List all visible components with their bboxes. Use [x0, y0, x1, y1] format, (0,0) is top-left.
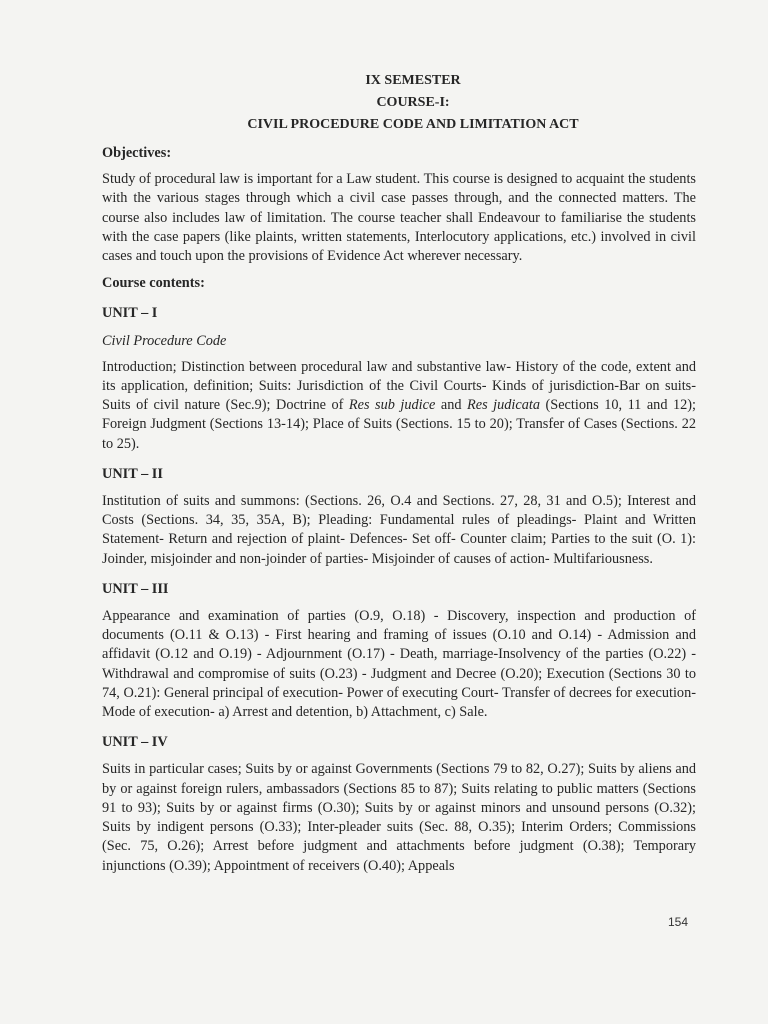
unit-3-title: UNIT – III [102, 580, 169, 597]
unit-1-text-b: and [435, 397, 467, 414]
term-res-sub-judice: Res sub judice [348, 397, 436, 414]
course-contents-label: Course contents: [102, 275, 205, 292]
term-res-judicata: Res judicata [467, 397, 540, 414]
course-heading: COURSE-I: [376, 95, 450, 110]
unit-2-text: Institution of suits and summons: (Sections. 26, O.4 and Sections. 27, 28, 31 and O.5); Interest and Costs (Sections. 34, 35, 35A, B); Pleading: Fundamental rules of pleadings- Plaint and Written Statement- Return and rejection of plaint- Defences- Set off- Counter claim; Parties to the suit (O. 1): Joinder, misjoinder and non-joinder of parties- Misjoinder of causes of action- Multifariousness. [102, 493, 696, 567]
unit-1-text [102, 358, 696, 454]
unit-1-text-c: (Sections 10, 11 and 12); Foreign Judgment (Sections 13-14); Place of Suits (Sections. 15 to 20); Transfer of Cases (Sections. 22 to 25). [102, 397, 696, 452]
unit-1-subtitle: Civil Procedure Code [102, 332, 227, 349]
semester-heading: IX SEMESTER [365, 73, 461, 88]
unit-4-title: UNIT – IV [102, 734, 168, 751]
unit-4-text: Suits in particular cases; Suits by or against Governments (Sections 79 to 82, O.27); Suits by aliens and by or against foreign rulers, ambassadors (Sections 85 to 87); Suits relating to public matters (Sections 91 to 93); Suits by or against firms (O.30); Suits by or against minors and unsound persons (O.32); Suits by indigent persons (O.33); Inter-pleader suits (Sec. 88, O.35); Interim Orders; Commissions (Sec. 75, O.26); Arrest before judgment and attachments before judgment (O.38); Temporary injunctions (O.39); Appointment of receivers (O.40); Appeals [102, 761, 696, 874]
course-title: CIVIL PROCEDURE CODE AND LIMITATION ACT [247, 117, 579, 132]
unit-2-title: UNIT – II [102, 465, 163, 482]
objectives-label: Objectives: [102, 145, 172, 161]
document-header [130, 70, 696, 136]
unit-1-title: UNIT – I [102, 305, 158, 322]
unit-3-text: Appearance and examination of parties (O.9, O.18) - Discovery, inspection and production of documents (O.11 & O.13) - First hearing and framing of issues (O.10 and O.14) - Admission and affidavit (O.12 and O.19) - Adjournment (O.17) - Death, marriage-Insolvency of the parties (O.22) - Withdrawal and compromise of suits (O.23) - Judgment and Decree (O.20); Execution (Sections 30 to 74, O.21): General principal of execution- Power of executing Court- Transfer of decrees for execution- Mode of execution- a) Arrest and detention, b) Attachment, c) Sale. [102, 608, 696, 721]
objectives-text: Study of procedural law is important for a Law student. This course is designed to acquaint the students with the various stages through which a civil case passes through, and the connected matters. The course also includes law of limitation. The course teacher shall Endeavour to familiarise the students with the case papers (like plaints, written statements, Interlocutory applications, etc.) involved in civil cases and touch upon the provisions of Evidence Act wherever necessary. [102, 171, 696, 265]
unit-1-text-a: Introduction; Distinction between procedural law and substantive law- History of the code, extent and its application, definition; Suits: Jurisdiction of the Civil Courts- Kinds of jurisdiction-Bar on suits- Suits of civil nature (Sec.9); Doctrine of [102, 358, 696, 414]
page-number: 154 [667, 915, 688, 929]
